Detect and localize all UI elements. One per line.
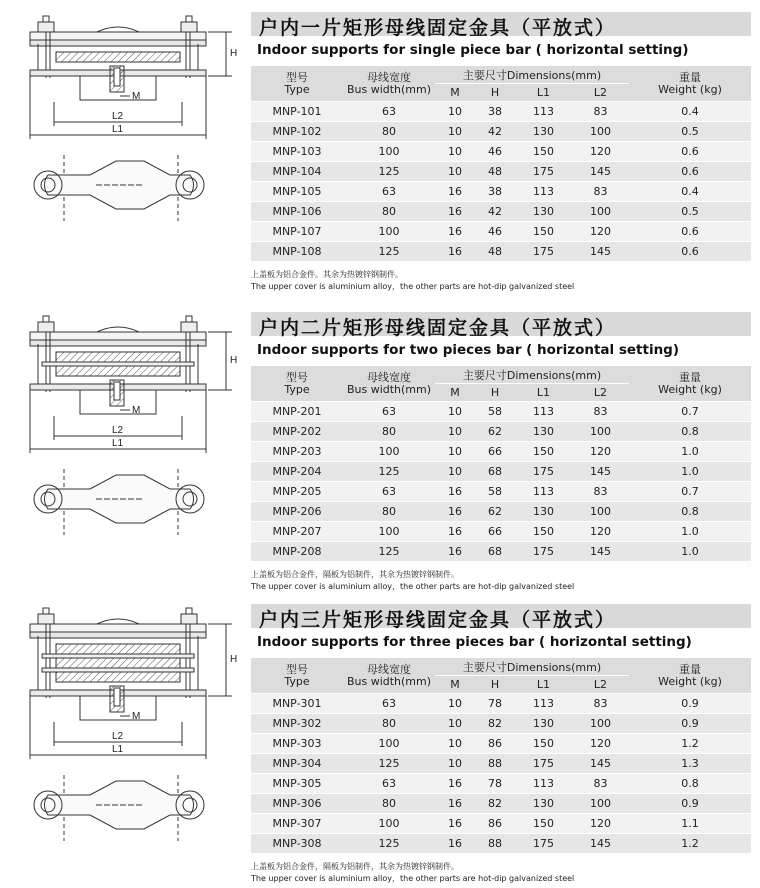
- table-cell: 68: [475, 541, 515, 561]
- table-cell: 83: [572, 693, 629, 713]
- table-cell: 16: [435, 501, 475, 521]
- table-row: [251, 753, 751, 773]
- table-cell: 16: [435, 541, 475, 561]
- table-cell: 100: [343, 141, 435, 161]
- table-cell: 10: [435, 121, 475, 141]
- dim-label-m: M: [132, 91, 141, 102]
- table-cell: MNP-104: [251, 161, 343, 181]
- table-cell: 100: [572, 793, 629, 813]
- table-cell: 10: [435, 401, 475, 421]
- table-cell: 83: [572, 181, 629, 201]
- col-header-weight: 重量 Weight (kg): [629, 658, 751, 693]
- col-header-l1: L1: [515, 84, 572, 101]
- table-cell: 10: [435, 421, 475, 441]
- table-cell: 175: [515, 833, 572, 853]
- table-cell: 0.8: [629, 421, 751, 441]
- table-cell: 16: [435, 773, 475, 793]
- dim-label-m: M: [132, 711, 141, 722]
- table-cell: 78: [475, 773, 515, 793]
- table-row: [251, 773, 751, 793]
- table-cell: 120: [572, 441, 629, 461]
- table-cell: 62: [475, 501, 515, 521]
- table-cell: 0.5: [629, 121, 751, 141]
- table-cell: 86: [475, 733, 515, 753]
- table-cell: 10: [435, 141, 475, 161]
- table-row: [251, 521, 751, 541]
- table-row: [251, 793, 751, 813]
- table-cell: 48: [475, 241, 515, 261]
- section-title-bar: [251, 604, 751, 631]
- technical-drawing: [18, 598, 240, 888]
- table-cell: 0.6: [629, 141, 751, 161]
- table-cell: 1.0: [629, 521, 751, 541]
- table-cell: 1.0: [629, 461, 751, 481]
- table-row: [251, 221, 751, 241]
- table-cell: 16: [435, 241, 475, 261]
- table-cell: 83: [572, 401, 629, 421]
- section-title-bar: [251, 12, 751, 39]
- table-cell: 1.2: [629, 733, 751, 753]
- material-note-zh: 上盖板为铝合金件，隔板为铝制件，其余为热镀锌钢制件。: [251, 570, 459, 579]
- col-header-l2: L2: [572, 676, 629, 693]
- table-row: [251, 241, 751, 261]
- table-row: [251, 441, 751, 461]
- material-note-en: The upper cover is aluminium alloy，the other parts are hot-dip galvanized steel: [251, 282, 575, 291]
- col-header-type: 型号 Type: [251, 66, 343, 101]
- table-cell: MNP-304: [251, 753, 343, 773]
- technical-drawing: [18, 306, 240, 596]
- table-cell: 63: [343, 693, 435, 713]
- table-cell: 16: [435, 481, 475, 501]
- table-cell: 150: [515, 221, 572, 241]
- table-row: [251, 481, 751, 501]
- table-cell: 78: [475, 693, 515, 713]
- dim-label-h: H: [230, 355, 238, 366]
- table-cell: 63: [343, 181, 435, 201]
- dim-label-l1: L1: [112, 438, 124, 449]
- table-row: [251, 161, 751, 181]
- col-header-bus-width: 母线宽度 Bus width(mm): [343, 366, 435, 401]
- col-header-dimensions: 主要尺寸Dimensions(mm): [435, 66, 629, 84]
- table-cell: 1.1: [629, 813, 751, 833]
- table-cell: MNP-207: [251, 521, 343, 541]
- table-cell: 130: [515, 713, 572, 733]
- table-cell: 0.8: [629, 501, 751, 521]
- table-row: [251, 401, 751, 421]
- material-note-en: The upper cover is aluminium alloy，the other parts are hot-dip galvanized steel: [251, 582, 575, 591]
- section-title-en: Indoor supports for two pieces bar ( horizontal setting): [257, 342, 680, 358]
- dim-label-h: H: [230, 48, 238, 59]
- table-cell: 145: [572, 833, 629, 853]
- table-cell: 10: [435, 733, 475, 753]
- table-cell: 58: [475, 401, 515, 421]
- table-cell: 66: [475, 521, 515, 541]
- col-header-l1: L1: [515, 384, 572, 401]
- table-cell: MNP-205: [251, 481, 343, 501]
- table-cell: 48: [475, 161, 515, 181]
- table-row: [251, 813, 751, 833]
- table-cell: 145: [572, 241, 629, 261]
- table-cell: 175: [515, 461, 572, 481]
- technical-drawing: [18, 6, 240, 296]
- table-row: [251, 141, 751, 161]
- col-header-weight: 重量 Weight (kg): [629, 66, 751, 101]
- table-cell: 120: [572, 141, 629, 161]
- material-note-zh: 上盖板为铝合金件，隔板为铝制件，其余为热镀锌钢制件。: [251, 862, 459, 871]
- table-cell: 16: [435, 793, 475, 813]
- table-row: [251, 541, 751, 561]
- table-cell: 1.2: [629, 833, 751, 853]
- table-cell: 130: [515, 201, 572, 221]
- table-cell: 100: [572, 713, 629, 733]
- table-cell: MNP-103: [251, 141, 343, 161]
- table-cell: 100: [343, 733, 435, 753]
- table-cell: 63: [343, 773, 435, 793]
- spec-table: [251, 66, 751, 261]
- table-row: [251, 733, 751, 753]
- col-header-bus-width: 母线宽度 Bus width(mm): [343, 658, 435, 693]
- table-cell: 0.9: [629, 793, 751, 813]
- table-row: [251, 101, 751, 121]
- table-cell: 145: [572, 461, 629, 481]
- table-cell: 150: [515, 521, 572, 541]
- col-header-type: 型号 Type: [251, 366, 343, 401]
- table-cell: 38: [475, 181, 515, 201]
- table-cell: 68: [475, 461, 515, 481]
- table-cell: 0.9: [629, 693, 751, 713]
- nut-icon: [38, 16, 54, 32]
- table-cell: MNP-201: [251, 401, 343, 421]
- dim-label-l1: L1: [112, 124, 124, 135]
- col-header-h: H: [475, 84, 515, 101]
- table-cell: 82: [475, 713, 515, 733]
- section-title-zh: 户内一片矩形母线固定金具（平放式）: [259, 17, 617, 39]
- table-cell: 82: [475, 793, 515, 813]
- table-cell: MNP-302: [251, 713, 343, 733]
- table-cell: 63: [343, 481, 435, 501]
- table-cell: 80: [343, 501, 435, 521]
- table-cell: 10: [435, 713, 475, 733]
- table-cell: 130: [515, 793, 572, 813]
- table-cell: MNP-107: [251, 221, 343, 241]
- table-cell: 16: [435, 833, 475, 853]
- dim-label-m: M: [132, 405, 141, 416]
- table-cell: MNP-102: [251, 121, 343, 141]
- col-header-dimensions: 主要尺寸Dimensions(mm): [435, 366, 629, 384]
- table-cell: MNP-101: [251, 101, 343, 121]
- table-cell: 0.6: [629, 221, 751, 241]
- col-header-h: H: [475, 676, 515, 693]
- table-cell: 120: [572, 221, 629, 241]
- table-cell: 145: [572, 161, 629, 181]
- table-cell: 150: [515, 441, 572, 461]
- table-cell: 175: [515, 161, 572, 181]
- table-cell: 0.5: [629, 201, 751, 221]
- table-cell: 0.7: [629, 481, 751, 501]
- table-cell: 38: [475, 101, 515, 121]
- col-header-m: M: [435, 676, 475, 693]
- table-cell: 113: [515, 693, 572, 713]
- material-note-zh: 上盖板为铝合金件。其余为热镀锌钢制件。: [251, 270, 403, 279]
- col-header-h: H: [475, 384, 515, 401]
- table-cell: MNP-105: [251, 181, 343, 201]
- table-cell: 1.3: [629, 753, 751, 773]
- table-cell: 125: [343, 241, 435, 261]
- table-cell: 113: [515, 481, 572, 501]
- table-row: [251, 693, 751, 713]
- table-cell: 130: [515, 501, 572, 521]
- table-cell: 80: [343, 793, 435, 813]
- table-cell: MNP-206: [251, 501, 343, 521]
- nut-icon: [181, 16, 197, 32]
- table-cell: 16: [435, 181, 475, 201]
- table-cell: MNP-301: [251, 693, 343, 713]
- col-header-weight: 重量 Weight (kg): [629, 366, 751, 401]
- col-header-l2: L2: [572, 384, 629, 401]
- table-row: [251, 201, 751, 221]
- section-title-zh: 户内二片矩形母线固定金具（平放式）: [259, 317, 617, 339]
- table-cell: 125: [343, 753, 435, 773]
- table-cell: 10: [435, 693, 475, 713]
- col-header-l2: L2: [572, 84, 629, 101]
- table-cell: 1.0: [629, 441, 751, 461]
- table-row: [251, 713, 751, 733]
- table-cell: 150: [515, 733, 572, 753]
- table-cell: 0.8: [629, 773, 751, 793]
- table-row: [251, 121, 751, 141]
- col-header-l1: L1: [515, 676, 572, 693]
- table-cell: 16: [435, 201, 475, 221]
- table-cell: 63: [343, 101, 435, 121]
- table-cell: 175: [515, 753, 572, 773]
- table-cell: MNP-106: [251, 201, 343, 221]
- table-cell: 62: [475, 421, 515, 441]
- nut-icon: [38, 316, 54, 332]
- table-cell: 150: [515, 141, 572, 161]
- table-cell: 113: [515, 101, 572, 121]
- table-cell: 16: [435, 813, 475, 833]
- table-cell: 125: [343, 461, 435, 481]
- table-cell: 145: [572, 541, 629, 561]
- table-cell: 16: [435, 521, 475, 541]
- col-header-dimensions: 主要尺寸Dimensions(mm): [435, 658, 629, 676]
- table-cell: 42: [475, 201, 515, 221]
- section-title-en: Indoor supports for single piece bar ( horizontal setting): [257, 42, 689, 58]
- table-cell: 0.4: [629, 181, 751, 201]
- table-cell: 10: [435, 461, 475, 481]
- dim-label-l2: L2: [112, 731, 124, 742]
- col-header-bus-width: 母线宽度 Bus width(mm): [343, 66, 435, 101]
- table-cell: 80: [343, 121, 435, 141]
- dim-label-l1: L1: [112, 744, 124, 755]
- col-header-m: M: [435, 384, 475, 401]
- table-cell: 10: [435, 101, 475, 121]
- table-cell: 66: [475, 441, 515, 461]
- material-note-en: The upper cover is aluminium alloy，the other parts are hot-dip galvanized steel: [251, 874, 575, 883]
- col-header-m: M: [435, 84, 475, 101]
- table-cell: 10: [435, 753, 475, 773]
- table-cell: MNP-307: [251, 813, 343, 833]
- table-cell: 120: [572, 813, 629, 833]
- table-cell: 83: [572, 773, 629, 793]
- table-cell: MNP-208: [251, 541, 343, 561]
- table-row: [251, 833, 751, 853]
- table-cell: MNP-202: [251, 421, 343, 441]
- table-cell: 80: [343, 421, 435, 441]
- table-cell: 63: [343, 401, 435, 421]
- nut-icon: [38, 608, 54, 624]
- section-title-bar: [251, 312, 751, 339]
- table-cell: 113: [515, 181, 572, 201]
- table-cell: 0.6: [629, 161, 751, 181]
- table-cell: MNP-305: [251, 773, 343, 793]
- table-cell: MNP-306: [251, 793, 343, 813]
- table-cell: 145: [572, 753, 629, 773]
- table-cell: 120: [572, 733, 629, 753]
- table-cell: 100: [572, 201, 629, 221]
- table-cell: 0.9: [629, 713, 751, 733]
- table-cell: 113: [515, 401, 572, 421]
- table-cell: 100: [572, 501, 629, 521]
- table-cell: 80: [343, 201, 435, 221]
- table-cell: 125: [343, 833, 435, 853]
- table-cell: 175: [515, 541, 572, 561]
- table-cell: 10: [435, 441, 475, 461]
- table-cell: 100: [572, 421, 629, 441]
- col-header-type: 型号 Type: [251, 658, 343, 693]
- table-cell: 125: [343, 161, 435, 181]
- table-cell: 100: [343, 221, 435, 241]
- table-cell: 80: [343, 713, 435, 733]
- table-cell: 86: [475, 813, 515, 833]
- section-title-en: Indoor supports for three pieces bar ( horizontal setting): [257, 634, 692, 650]
- section-title-zh: 户内三片矩形母线固定金具（平放式）: [259, 609, 617, 631]
- table-cell: 58: [475, 481, 515, 501]
- table-cell: 125: [343, 541, 435, 561]
- table-cell: MNP-108: [251, 241, 343, 261]
- table-cell: 42: [475, 121, 515, 141]
- table-cell: 150: [515, 813, 572, 833]
- table-cell: MNP-204: [251, 461, 343, 481]
- table-cell: 46: [475, 221, 515, 241]
- table-cell: 0.4: [629, 101, 751, 121]
- nut-icon: [181, 608, 197, 624]
- table-cell: 88: [475, 753, 515, 773]
- table-cell: 46: [475, 141, 515, 161]
- table-cell: MNP-308: [251, 833, 343, 853]
- table-cell: 100: [343, 521, 435, 541]
- table-cell: 0.7: [629, 401, 751, 421]
- table-cell: 100: [572, 121, 629, 141]
- table-cell: 16: [435, 221, 475, 241]
- table-cell: 83: [572, 481, 629, 501]
- dim-label-h: H: [230, 654, 238, 665]
- table-cell: 88: [475, 833, 515, 853]
- table-cell: 100: [343, 813, 435, 833]
- table-row: [251, 501, 751, 521]
- dim-label-l2: L2: [112, 111, 124, 122]
- nut-icon: [181, 316, 197, 332]
- table-cell: 83: [572, 101, 629, 121]
- table-cell: 1.0: [629, 541, 751, 561]
- table-cell: 130: [515, 421, 572, 441]
- table-cell: 120: [572, 521, 629, 541]
- spec-table: [251, 366, 751, 561]
- table-cell: 113: [515, 773, 572, 793]
- table-cell: MNP-203: [251, 441, 343, 461]
- table-cell: 130: [515, 121, 572, 141]
- table-row: [251, 421, 751, 441]
- spec-table: [251, 658, 751, 853]
- table-cell: 10: [435, 161, 475, 181]
- table-row: [251, 461, 751, 481]
- table-cell: MNP-303: [251, 733, 343, 753]
- table-cell: 0.6: [629, 241, 751, 261]
- table-cell: 100: [343, 441, 435, 461]
- table-row: [251, 181, 751, 201]
- dim-label-l2: L2: [112, 425, 124, 436]
- table-cell: 175: [515, 241, 572, 261]
